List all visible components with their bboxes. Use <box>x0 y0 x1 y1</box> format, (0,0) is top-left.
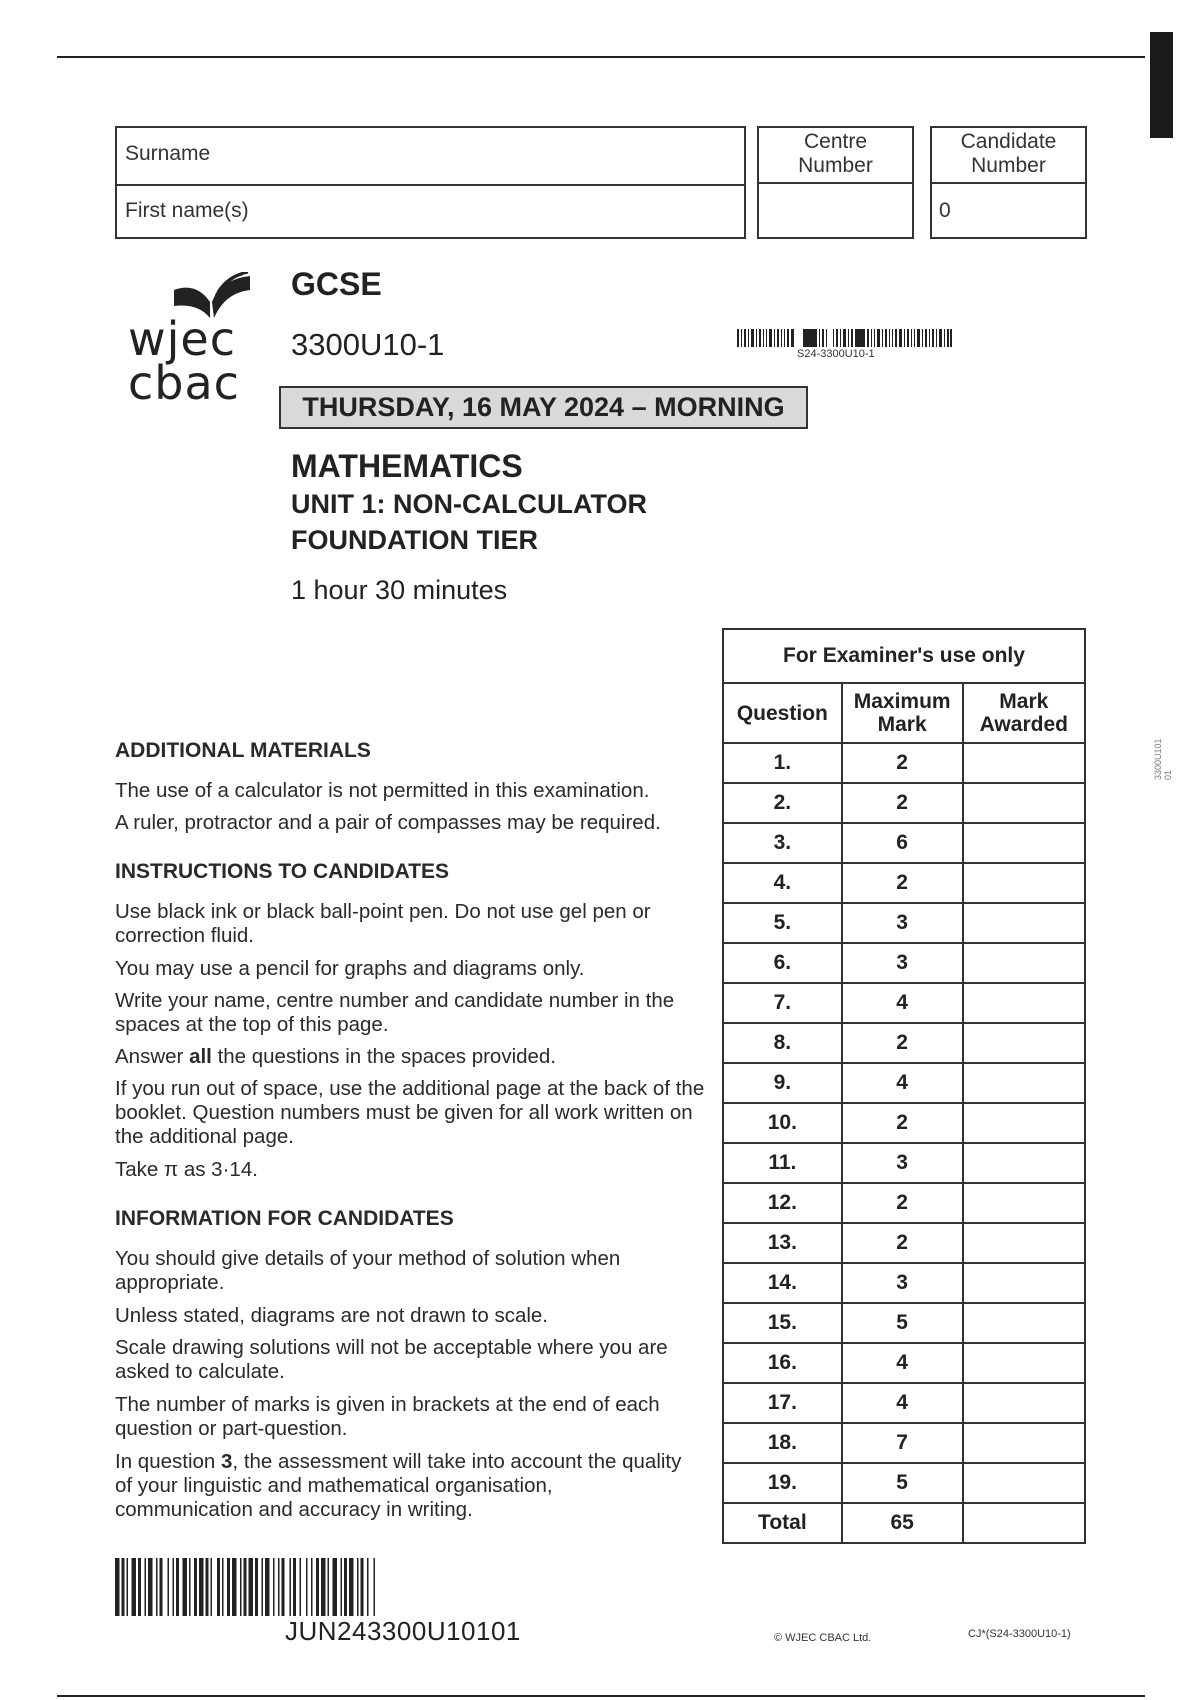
examiner-table-caption: For Examiner's use only <box>723 629 1085 683</box>
duration: 1 hour 30 minutes <box>291 575 508 605</box>
top-rule <box>57 56 1145 58</box>
instructions-line-2: You may use a pencil for graphs and diagrams only. <box>115 957 585 980</box>
table-row <box>723 1183 1085 1223</box>
information-line-2: Unless stated, diagrams are not drawn to scale. <box>115 1304 548 1327</box>
total-awarded-cell[interactable] <box>963 1503 1085 1543</box>
logo-cbac: cbac <box>128 356 240 410</box>
max-mark: 2 <box>842 1103 963 1143</box>
mark-awarded-cell[interactable] <box>963 1063 1085 1103</box>
max-mark: 2 <box>842 743 963 783</box>
side-code-line1: 3300U101 <box>1153 738 1163 780</box>
question-number: 8. <box>723 1023 842 1063</box>
question-number: 13. <box>723 1223 842 1263</box>
small-barcode <box>737 329 952 347</box>
max-mark: 4 <box>842 1063 963 1103</box>
table-row <box>723 1303 1085 1343</box>
examiner-table-rows <box>723 743 1085 1503</box>
logo-wjec: wjec <box>128 312 236 366</box>
examiner-table <box>722 628 1086 1544</box>
main-barcode <box>115 1558 695 1616</box>
subject-title: MATHEMATICS <box>291 448 523 484</box>
col-max-line1: Maximum <box>853 690 951 713</box>
max-mark: 5 <box>842 1303 963 1343</box>
max-mark: 2 <box>842 1183 963 1223</box>
question-number: 3. <box>723 823 842 863</box>
col-max-line2: Mark <box>877 713 927 736</box>
information-line-5 <box>115 1450 695 1522</box>
max-mark: 3 <box>842 943 963 983</box>
mark-awarded-cell[interactable] <box>963 983 1085 1023</box>
centre-label-line2: Number <box>798 154 873 177</box>
max-mark: 2 <box>842 863 963 903</box>
centre-label-line1: Centre <box>803 130 868 153</box>
table-row <box>723 863 1085 903</box>
table-row <box>723 1223 1085 1263</box>
max-mark: 4 <box>842 1343 963 1383</box>
instructions-answer-text: Answer <box>115 1045 184 1068</box>
question-number: 7. <box>723 983 842 1023</box>
information-line-1: You should give details of your method of solution when appropriate. <box>115 1247 621 1294</box>
information-title: INFORMATION FOR CANDIDATES <box>115 1207 454 1230</box>
instructions-answer-emphasis: all <box>189 1045 212 1068</box>
max-mark: 2 <box>842 1223 963 1263</box>
table-row <box>723 983 1085 1023</box>
bottom-rule <box>57 1695 1145 1697</box>
table-row <box>723 943 1085 983</box>
instructions-line-6: Take π as 3·14. <box>115 1158 258 1181</box>
col-question-header: Question <box>723 683 842 743</box>
instructions-line-1: Use black ink or black ball-point pen. Do not use gel pen or correction fluid. <box>115 900 651 947</box>
mark-awarded-cell[interactable] <box>963 863 1085 903</box>
max-mark: 6 <box>842 823 963 863</box>
table-row <box>723 903 1085 943</box>
candidate-number-value: 0 <box>939 199 951 222</box>
candidate-number-label <box>930 130 1087 178</box>
additional-materials-line-2: A ruler, protractor and a pair of compasses may be required. <box>115 811 661 834</box>
side-code-line2: 01 <box>1163 769 1173 780</box>
total-value: 65 <box>842 1503 963 1543</box>
instructions-line-4 <box>115 1045 715 1069</box>
question-number: 18. <box>723 1423 842 1463</box>
mark-awarded-cell[interactable] <box>963 943 1085 983</box>
max-mark: 3 <box>842 903 963 943</box>
main-barcode-text: JUN243300U10101 <box>285 1616 521 1646</box>
table-row <box>723 1063 1085 1103</box>
instructions-line-3: Write your name, centre number and candidate number in the spaces at the top of this page. <box>115 989 675 1036</box>
information-line-4: The number of marks is given in brackets at the end of each question or part-question. <box>115 1393 660 1440</box>
question-number: 12. <box>723 1183 842 1223</box>
table-row <box>723 1143 1085 1183</box>
table-row <box>723 743 1085 783</box>
mark-awarded-cell[interactable] <box>963 1383 1085 1423</box>
centre-number-label <box>757 130 914 178</box>
first-names-label: First name(s) <box>125 199 249 222</box>
side-code <box>1153 738 1173 780</box>
table-row <box>723 1383 1085 1423</box>
question-number: 1. <box>723 743 842 783</box>
col-awarded-line2: Awarded <box>979 713 1068 736</box>
max-mark: 2 <box>842 1023 963 1063</box>
question-number: 11. <box>723 1143 842 1183</box>
col-max-mark-header <box>842 683 963 743</box>
table-row <box>723 1463 1085 1503</box>
mark-awarded-cell[interactable] <box>963 783 1085 823</box>
max-mark: 4 <box>842 1383 963 1423</box>
mark-awarded-cell[interactable] <box>963 903 1085 943</box>
instructions-title: INSTRUCTIONS TO CANDIDATES <box>115 860 450 883</box>
candidate-number-field[interactable] <box>930 182 1087 239</box>
mark-awarded-cell[interactable] <box>963 1343 1085 1383</box>
mark-awarded-cell[interactable] <box>963 823 1085 863</box>
max-mark: 5 <box>842 1463 963 1503</box>
tier-title: FOUNDATION TIER <box>291 525 538 555</box>
total-label: Total <box>723 1503 842 1543</box>
mark-awarded-cell[interactable] <box>963 1183 1085 1223</box>
question-number: 16. <box>723 1343 842 1383</box>
mark-awarded-cell[interactable] <box>963 1023 1085 1063</box>
table-row <box>723 1103 1085 1143</box>
information-q3-rest: , the assessment will take into account the quality of your linguistic and mathematical organisation, communication and accuracy in writing. <box>115 1450 682 1521</box>
candidate-label-line1: Candidate <box>960 130 1057 153</box>
question-number: 17. <box>723 1383 842 1423</box>
mark-awarded-cell[interactable] <box>963 1423 1085 1463</box>
mark-awarded-cell[interactable] <box>963 1303 1085 1343</box>
side-marker-bar <box>1150 32 1173 138</box>
table-row <box>723 1423 1085 1463</box>
question-number: 5. <box>723 903 842 943</box>
table-row <box>723 1343 1085 1383</box>
table-row <box>723 1023 1085 1063</box>
question-number: 19. <box>723 1463 842 1503</box>
mark-awarded-cell[interactable] <box>963 1103 1085 1143</box>
table-row <box>723 1263 1085 1303</box>
small-barcode-text: S24-3300U10-1 <box>797 348 875 360</box>
mark-awarded-cell[interactable] <box>963 1263 1085 1303</box>
question-number: 15. <box>723 1303 842 1343</box>
table-row <box>723 823 1085 863</box>
question-number: 2. <box>723 783 842 823</box>
col-awarded-line1: Mark <box>999 690 1049 713</box>
question-number: 4. <box>723 863 842 903</box>
unit-title: UNIT 1: NON-CALCULATOR <box>291 489 647 519</box>
max-mark: 3 <box>842 1143 963 1183</box>
question-number: 6. <box>723 943 842 983</box>
col-mark-awarded-header <box>963 683 1085 743</box>
additional-materials-title: ADDITIONAL MATERIALS <box>115 739 371 762</box>
copyright: © WJEC CBAC Ltd. <box>774 1632 872 1644</box>
instructions-answer-rest: the questions in the spaces provided. <box>217 1045 557 1068</box>
surname-label: Surname <box>125 142 211 165</box>
information-q3-text: In question <box>115 1450 216 1473</box>
mark-awarded-cell[interactable] <box>963 1143 1085 1183</box>
max-mark: 4 <box>842 983 963 1023</box>
information-q3-number: 3 <box>221 1450 233 1473</box>
centre-number-field[interactable] <box>757 182 914 239</box>
max-mark: 2 <box>842 783 963 823</box>
additional-materials-line-1: The use of a calculator is not permitted in this examination. <box>115 779 650 802</box>
mark-awarded-cell[interactable] <box>963 1223 1085 1263</box>
job-code: CJ*(S24-3300U10-1) <box>968 1628 1071 1640</box>
max-mark: 7 <box>842 1423 963 1463</box>
instructions-line-5: If you run out of space, use the additional page at the back of the booklet. Question numbers must be given for all work written on the additional page. <box>115 1077 705 1148</box>
question-number: 9. <box>723 1063 842 1103</box>
question-number: 14. <box>723 1263 842 1303</box>
qualification-title: GCSE <box>291 266 382 302</box>
paper-code: 3300U10-1 <box>291 327 445 362</box>
exam-date: THURSDAY, 16 MAY 2024 – MORNING <box>279 386 808 429</box>
candidate-label-line2: Number <box>971 154 1046 177</box>
max-mark: 3 <box>842 1263 963 1303</box>
mark-awarded-cell[interactable] <box>963 1463 1085 1503</box>
table-row <box>723 783 1085 823</box>
information-line-3: Scale drawing solutions will not be acceptable where you are asked to calculate. <box>115 1336 668 1383</box>
question-number: 10. <box>723 1103 842 1143</box>
mark-awarded-cell[interactable] <box>963 743 1085 783</box>
